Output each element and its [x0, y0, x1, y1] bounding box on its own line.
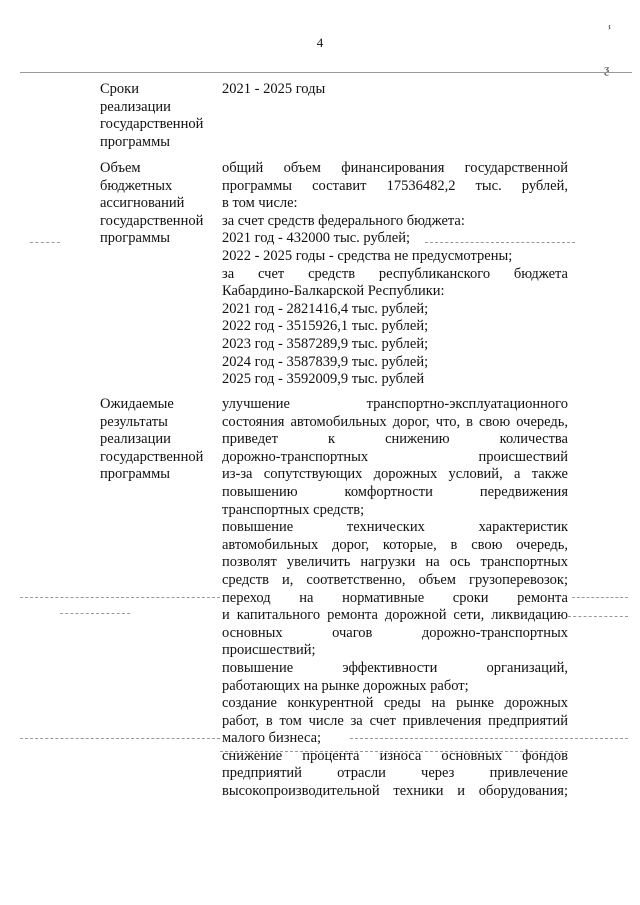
value-line: средств и, соответственно, объем грузоперевозок; — [222, 571, 568, 588]
label-line: Ожидаемые — [100, 396, 174, 412]
label-line: государственной — [100, 116, 204, 133]
value-line: 2022 год - 3515926,1 тыс. рублей; — [222, 318, 429, 335]
value-line: за счет средств республиканского бюджета — [222, 265, 568, 282]
section-label — [100, 81, 218, 151]
scan-dash — [30, 242, 60, 243]
label-line: реализации — [100, 98, 171, 115]
scan-rule-top — [20, 72, 632, 73]
label-line: программы — [100, 230, 170, 247]
value-line: 2021 год - 2821416,4 тыс. рублей; — [222, 300, 429, 317]
value-line: 2024 год - 3587839,9 тыс. рублей; — [222, 353, 429, 370]
value-line: 2023 год - 3587289,9 тыс. рублей; — [222, 335, 429, 352]
value-line: в том числе: — [222, 195, 298, 212]
value-line: малого бизнеса; — [222, 730, 322, 747]
value-line: позволят увеличить нагрузки на ось транспортных — [222, 554, 568, 571]
value-line: повышение технических характеристик — [222, 519, 568, 536]
handwritten-mark-top: ⸯ — [606, 26, 613, 40]
label-line: Сроки — [100, 81, 139, 97]
handwritten-mark-mid: ƺ — [604, 62, 610, 76]
label-line: бюджетных — [100, 177, 173, 194]
value-line: общий объем финансирования государственной — [222, 160, 568, 176]
value-line: повышению комфортности передвижения — [222, 483, 568, 500]
value-line: повышение эффективности организаций, — [222, 659, 568, 676]
section-label — [100, 160, 218, 248]
label-line: реализации — [100, 431, 171, 448]
value-line: 2021 год - 432000 тыс. рублей; — [222, 230, 410, 247]
value-line: основных очагов дорожно-транспортных — [222, 624, 568, 641]
page-number: 4 — [316, 35, 324, 50]
label-line: программы — [100, 466, 170, 483]
scan-dash — [572, 597, 628, 598]
value-line: 2022 - 2025 годы - средства не предусмотрены; — [222, 247, 513, 264]
scan-dash — [568, 616, 628, 617]
scan-dash — [60, 613, 130, 614]
value-line: 2025 год - 3592009,9 тыс. рублей — [222, 371, 425, 388]
value-line: создание конкурентной среды на рынке дорожных — [222, 695, 568, 712]
value-line: переход на нормативные сроки ремонта — [222, 589, 568, 606]
value-line: Кабардино-Балкарской Республики: — [222, 283, 445, 300]
scan-dash — [20, 738, 220, 739]
label-line: программы — [100, 133, 170, 150]
value-line: за счет средств федерального бюджета: — [222, 212, 465, 229]
label-line: результаты — [100, 413, 168, 430]
value-line: состояния автомобильных дорог, что, в свою очередь, — [222, 413, 568, 430]
value-line: и капитального ремонта дорожной сети, ликвидацию — [222, 607, 568, 624]
label-line: государственной — [100, 212, 204, 229]
value-line: 2021 - 2025 годы — [222, 81, 326, 97]
scan-dash — [20, 597, 220, 598]
value-line: улучшение транспортно-эксплуатационного — [222, 396, 568, 412]
label-line: ассигнований — [100, 195, 185, 212]
value-line: из-за сопутствующих дорожных условий, а также — [222, 466, 568, 483]
label-line: государственной — [100, 448, 204, 465]
value-line: приведет к снижению количества — [222, 431, 568, 448]
value-line: программы составит 17536482,2 тыс. рублей, — [222, 177, 568, 194]
value-line: транспортных средств; — [222, 501, 365, 518]
value-line: снижение процента износа основных фондов — [222, 747, 568, 764]
value-line: высокопроизводительной техники и оборудования; — [222, 783, 568, 800]
section-value — [222, 160, 568, 389]
value-line: работ, в том числе за счет привлечения предприятий — [222, 712, 568, 729]
section-label — [100, 396, 218, 484]
label-line: Объем — [100, 160, 141, 176]
value-line: предприятий отрасли через привлечение — [222, 765, 568, 782]
value-line: автомобильных дорог, которые, в свою очередь, — [222, 536, 568, 553]
value-line: работающих на рынке дорожных работ; — [222, 677, 469, 694]
value-line: происшествий; — [222, 642, 316, 659]
value-line: дорожно-транспортных происшествий — [222, 448, 568, 465]
section-value — [222, 81, 568, 99]
section-value — [222, 396, 568, 801]
